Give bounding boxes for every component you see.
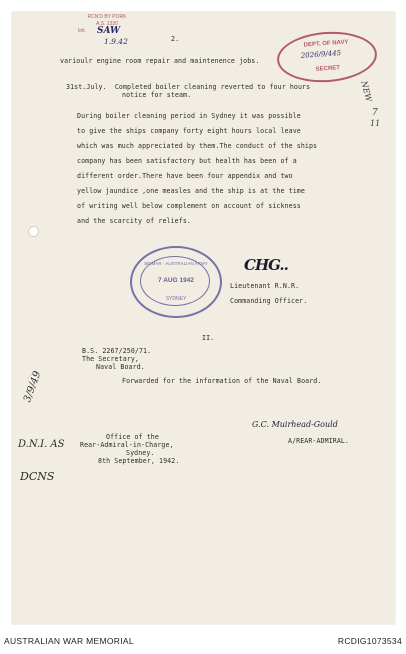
pencil-note-3: DCNS [20, 470, 55, 483]
co-rank: Lieutenant R.N.R. [230, 282, 300, 290]
secret-stamp-number: 2026/9/445 [300, 49, 342, 60]
secret-stamp-top: DEPT. OF NAVY [303, 39, 349, 49]
text-line-notice: notice for steam. [122, 91, 192, 99]
init-handwriting: SAW [97, 26, 121, 36]
body-line-4: company has been satisfactory but health has been of a [77, 157, 297, 165]
secret-stamp-bottom: SECRET [315, 65, 341, 73]
pencil-note-1: 3/9/49 [22, 369, 44, 404]
margin-note-2: 7 [372, 108, 378, 118]
body-line-5: different order.There have been four appendix and two [77, 172, 293, 180]
date-handwriting: 1.9.42 [104, 37, 128, 46]
secret-stamp [275, 29, 378, 86]
body-line-1: During boiler cleaning period in Sydney it was possible [77, 112, 301, 120]
margin-note-3: 11 [370, 119, 381, 128]
co-title: Commanding Officer. [230, 297, 308, 305]
body-line-8: and the scarcity of reliefs. [77, 217, 191, 225]
received-stamp-line2: A.S. 1330 [96, 21, 118, 27]
init-label: Init. [78, 28, 87, 34]
text-line-varioulr: varioulr engine room repair and maintenence jobs. [60, 57, 260, 65]
document-page [12, 12, 395, 624]
page-number: 2. [171, 35, 180, 43]
body-line-6: yellow jaundice ,one measles and the ship is at the time [77, 187, 305, 195]
pencil-note-2: D.N.I. AS [18, 439, 65, 450]
received-stamp-line1: RCN'D BY PORK [87, 14, 127, 20]
reference-line-3: Naval Board. [96, 363, 145, 371]
round-stamp-bottom: SYDNEY [165, 296, 187, 302]
office-line-2: Rear-Admiral-in-Charge, [80, 441, 174, 449]
office-line-3: Sydney. [126, 449, 155, 457]
punch-hole-top [28, 226, 39, 237]
body-line-7: of writing well below complement on account of sickness [77, 202, 301, 210]
footer-institution: AUSTRALIAN WAR MEMORIAL [4, 636, 134, 646]
text-line-31st-july: 31st.July. Completed boiler cleaning reverted to four hours [66, 83, 311, 91]
co-signature: CHG.. [244, 256, 288, 274]
body-line-2: to give the ships company forty eight hours local leave [77, 127, 301, 135]
round-stamp-ring-text: BEIMAR · AUSTRALIAN ARMY [144, 261, 208, 266]
margin-note-1: NEW [359, 80, 374, 103]
forwarded-line: Forwarded for the information of the Naval Board. [122, 377, 322, 385]
office-line-1: Office of the [106, 433, 159, 441]
section-number: II. [202, 334, 215, 342]
body-line-3: which was much appreciated by them.The conduct of the ships [77, 142, 318, 150]
reference-line-1: B.S. 2267/250/71. [82, 347, 152, 355]
footer-record-id: RCDIG1073534 [337, 636, 402, 646]
reference-line-2: The Secretary, [82, 355, 139, 363]
round-date-stamp [130, 246, 222, 318]
admiral-title: A/REAR-ADMIRAL. [288, 437, 350, 445]
round-stamp-date: 7 AUG 1942 [158, 277, 194, 284]
admiral-signature: G.C. Muirhead-Gould [252, 420, 338, 429]
office-line-4: 8th September, 1942. [98, 457, 180, 465]
